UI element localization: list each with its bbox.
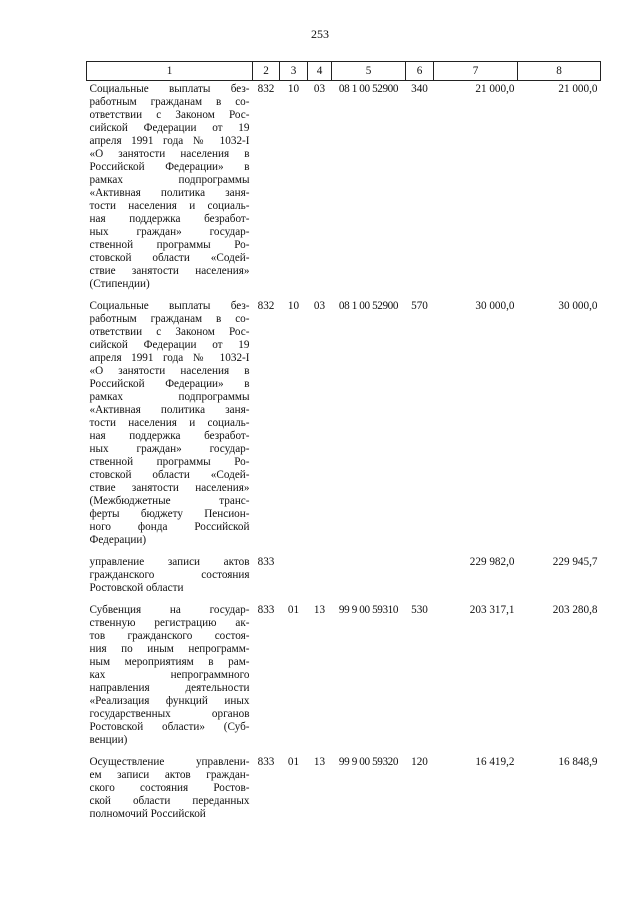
description-line: работным гражданам в со- <box>89 313 250 325</box>
header-cell-8: 8 <box>518 62 601 81</box>
cell-description <box>87 81 253 299</box>
cell-target-article: 99 9 00 59310 <box>338 604 399 616</box>
description-line: ем записи актов граждан- <box>89 769 250 781</box>
cell-section: 01 <box>287 604 300 616</box>
header-cell-4: 4 <box>308 62 332 81</box>
cell-section: 10 <box>287 83 300 95</box>
description-line: государственных органов <box>89 708 250 720</box>
cell-amount-year-1: 203 317,1 <box>469 604 515 616</box>
description-line: Ростовской области» (Суб- <box>89 721 250 733</box>
description-line: апреля 1991 года № 1032-I <box>89 135 250 147</box>
description-line: управление записи актов <box>89 556 250 568</box>
header-cell-5: 5 <box>332 62 406 81</box>
description-line: Ростовской области <box>89 582 184 594</box>
description-line: ответствии с Законом Рос- <box>89 109 250 121</box>
description-line: ках непрограммного <box>89 669 250 681</box>
cell-amount-year-2: 30 000,0 <box>558 300 598 312</box>
description-line: «О занятости населения в <box>89 148 250 160</box>
description-line: ственную регистрацию ак- <box>89 617 250 629</box>
description-line: ного фонда Российской <box>89 521 250 533</box>
cell-subsection: 13 <box>313 756 326 768</box>
cell-target-article: 99 9 00 59320 <box>338 756 399 768</box>
description-line: «О занятости населения в <box>89 365 250 377</box>
header-cell-6: 6 <box>406 62 434 81</box>
description-line: ния по иным непрограмм- <box>89 643 250 655</box>
description-line: гражданского состояния <box>89 569 250 581</box>
description-line: ных граждан» государ- <box>89 226 250 238</box>
table-row <box>87 602 601 754</box>
description-line: (Стипендии) <box>89 278 150 290</box>
description-line: венции) <box>89 734 128 746</box>
cell-amount-year-2: 229 945,7 <box>552 556 598 568</box>
description-line: ная поддержка безработ- <box>89 213 250 225</box>
cell-ministry-code: 833 <box>257 604 275 616</box>
cell-section <box>280 554 308 602</box>
page-number: 253 <box>311 27 329 41</box>
cell-ministry-code: 833 <box>257 756 275 768</box>
description-line: ная поддержка безработ- <box>89 430 250 442</box>
description-line: «Активная политика заня- <box>89 404 250 416</box>
description-line: ственной программы Ро- <box>89 456 250 468</box>
description-line: работным гражданам в со- <box>89 96 250 108</box>
description-line: тости населения и социаль- <box>89 417 250 429</box>
cell-target-article: 08 1 00 52900 <box>338 300 399 312</box>
description-line: апреля 1991 года № 1032-I <box>89 352 250 364</box>
description-line: «Активная политика заня- <box>89 187 250 199</box>
cell-subsection: 03 <box>313 300 326 312</box>
description-line: Субвенция на государ- <box>89 604 250 616</box>
description-line: (Межбюджетные транс- <box>89 495 250 507</box>
table-row <box>87 554 601 602</box>
cell-amount-year-2: 21 000,0 <box>558 83 598 95</box>
description-line: Федерации) <box>89 534 147 546</box>
description-line: ответствии с Законом Рос- <box>89 326 250 338</box>
description-line: Российской Федерации» в <box>89 161 250 173</box>
description-line: ферты бюджету Пенсион- <box>89 508 250 520</box>
description-line: ского состояния Ростов- <box>89 782 250 794</box>
description-line: направления деятельности <box>89 682 250 694</box>
cell-subsection: 13 <box>313 604 326 616</box>
description-line: Социальные выплаты без- <box>89 83 250 95</box>
cell-expense-type <box>406 554 434 602</box>
cell-subsection <box>308 554 332 602</box>
description-line: ных граждан» государ- <box>89 443 250 455</box>
cell-amount-year-2: 16 848,9 <box>558 756 598 768</box>
cell-amount-year-1: 21 000,0 <box>475 83 515 95</box>
description-line: полномочий Российской <box>89 808 206 820</box>
cell-target-article: 08 1 00 52900 <box>338 83 399 95</box>
cell-ministry-code: 832 <box>257 300 275 312</box>
cell-ministry-code: 833 <box>257 556 275 568</box>
description-line: Российской Федерации» в <box>89 378 250 390</box>
description-line: рамках подпрограммы <box>89 174 250 186</box>
description-line: стовской области «Содей- <box>89 469 250 481</box>
description-line: стовской области «Содей- <box>89 252 250 264</box>
header-cell-7: 7 <box>434 62 518 81</box>
header-cell-3: 3 <box>280 62 308 81</box>
cell-target-article <box>332 554 406 602</box>
description-line: тости населения и социаль- <box>89 200 250 212</box>
cell-expense-type: 120 <box>411 756 428 768</box>
description-line: сийской Федерации от 19 <box>89 339 250 351</box>
description-line: Социальные выплаты без- <box>89 300 250 312</box>
cell-ministry-code: 832 <box>257 83 275 95</box>
budget-table <box>86 61 601 828</box>
description-line: сийской Федерации от 19 <box>89 122 250 134</box>
description-line: ствие занятости населения» <box>89 265 250 277</box>
cell-amount-year-1: 16 419,2 <box>475 756 515 768</box>
cell-subsection: 03 <box>313 83 326 95</box>
header-row <box>87 62 601 81</box>
table-row <box>87 298 601 554</box>
cell-amount-year-1: 30 000,0 <box>475 300 515 312</box>
cell-expense-type: 530 <box>411 604 428 616</box>
description-line: Осуществление управлени- <box>89 756 250 768</box>
description-line: рамках подпрограммы <box>89 391 250 403</box>
cell-expense-type: 570 <box>411 300 428 312</box>
description-line: тов гражданского состоя- <box>89 630 250 642</box>
cell-description <box>87 298 253 554</box>
header-cell-2: 2 <box>253 62 280 81</box>
description-line: ным мероприятиям в рам- <box>89 656 250 668</box>
cell-section: 10 <box>287 300 300 312</box>
cell-section: 01 <box>287 756 300 768</box>
description-line: ствие занятости населения» <box>89 482 250 494</box>
description-line: ственной программы Ро- <box>89 239 250 251</box>
description-line: ской области переданных <box>89 795 250 807</box>
cell-amount-year-2: 203 280,8 <box>552 604 598 616</box>
table-row <box>87 81 601 299</box>
header-cell-1: 1 <box>87 62 253 81</box>
table-row <box>87 754 601 828</box>
cell-expense-type: 340 <box>411 83 428 95</box>
cell-description <box>87 602 253 754</box>
cell-description <box>87 554 253 602</box>
cell-description <box>87 754 253 828</box>
description-line: «Реализация функций иных <box>89 695 250 707</box>
cell-amount-year-1: 229 982,0 <box>469 556 515 568</box>
